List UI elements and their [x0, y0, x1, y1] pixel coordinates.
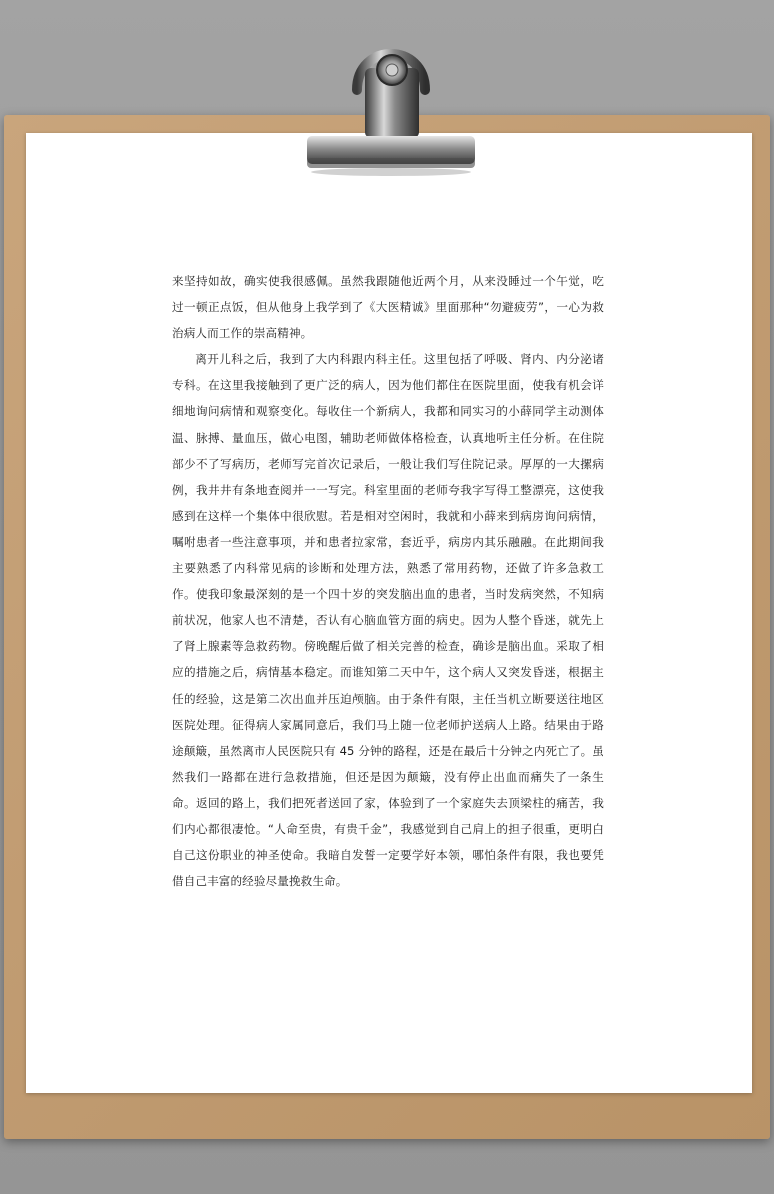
document-body [172, 268, 604, 894]
paragraph-1: 来坚持如故，确实使我很感佩。虽然我跟随他近两个月，从来没睡过一个午觉，吃过一顿正点饭，但从他身上我学到了《大医精诚》里面那种“勿避疲劳”，一心为救治病人而工作的崇高精神。 [172, 274, 604, 341]
paragraph-2: 离开儿科之后，我到了大内科跟内科主任。这里包括了呼吸、肾内、内分泌诸专科。在这里我接触到了更广泛的病人，因为他们都住在医院里面，使我有机会详细地询问病情和观察变化。每收住一个新病人，我都和同实习的小薛同学主动测体温、脉搏、量血压，做心电图，辅助老师做体格检查，认真地听主任分析。在住院部少不了写病历，老师写完首次记录后，一般让我们写住院记录。厚厚的一大摞病例，我井井有条地查阅并一一写完。科室里面的老师夸我字写得工整漂亮，这使我感到在这样一个集体中很欣慰。若是相对空闲时，我就和小薛来到病房询问病情，嘱咐患者一些注意事项，并和患者拉家常，套近乎，病房内其乐融融。在此期间我主要熟悉了内科常见病的诊断和处理方法，熟悉了常用药物，还做了许多急救工作。使我印象最深刻的是一个四十岁的突发脑出血的患者，当时发病突然，不知病前状况，他家人也不清楚，否认有心脑血管方面的病史。因为人整个昏迷，就先上了肾上腺素等急救药物。傍晚醒后做了相关完善的检查，确诊是脑出血。采取了相应的措施之后，病情基本稳定。而谁知第二天中午，这个病人又突发昏迷，根据主任的经验，这是第二次出血并压迫颅脑。由于条件有限，主任当机立断要送往地区医院处理。征得病人家属同意后，我们马上随一位老师护送病人上路。结果由于路途颠簸，虽然离市人民医院只有 45 分钟的路程，还是在最后十分钟之内死亡了。虽然我们一路都在进行急救措施，但还是因为颠簸，没有停止出血而痛失了一条生命。返回的路上，我们把死者送回了家，体验到了一个家庭失去顶梁柱的痛苦，我们内心都很凄怆。“人命至贵，有贵千金”，我感觉到自己肩上的担子很重，更明白自己这份职业的神圣使命。我暗自发誓一定要学好本领，哪怕条件有限，我也要凭借自己丰富的经验尽量挽救生命。 [172, 352, 604, 889]
binder-clip-icon [305, 28, 477, 176]
